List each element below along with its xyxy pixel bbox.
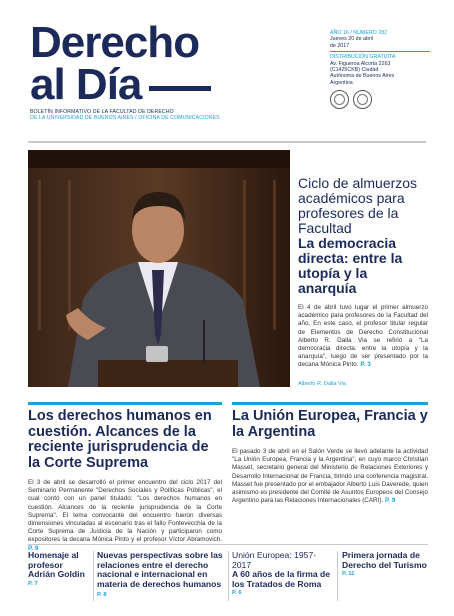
teaser-tourism-law[interactable] — [342, 551, 430, 580]
masthead-title-line2: al Día — [30, 60, 142, 109]
feature-page-ref[interactable]: P. 3 — [360, 361, 371, 369]
article-body — [28, 479, 222, 553]
issue-distribution: DISTRIBUCIÓN GRATUITA — [330, 54, 396, 61]
teaser-title: A 60 años de la firma de los Tratados de Roma — [232, 569, 331, 589]
article-european-union — [232, 402, 428, 505]
article-human-rights — [28, 402, 222, 553]
teaser-title: Nuevas perspectivas sobre las relaciones entre el derecho nacional e internacional en materia de derechos humanos — [97, 550, 223, 589]
issue-address-line4: Argentina — [330, 79, 353, 86]
teaser-rome-treaties[interactable] — [232, 551, 332, 599]
article-page-ref[interactable]: P. 9 — [384, 497, 396, 505]
issue-year-number: AÑO 16 / NÚMERO 282 — [330, 30, 388, 36]
feature-kicker: Ciclo de almuerzos académicos para profesores de la Facultad — [298, 175, 418, 236]
teaser-title-row — [97, 551, 225, 601]
teaser-separator — [337, 551, 338, 601]
feature-body-text: El 4 de abril tuvo lugar el primer almuerzo académico para profesores de la Facultad del año. En este caso, el profesor titular regular de Elementos de Derecho Constitucional Alberto R. Dalla Via se refirió a "La democracia directa: entre la utopía y la anarquía", luego de ser presentado por la decana Mónica Pinto. — [298, 304, 428, 369]
masthead-subtitle-line2: DE LA UNIVERSIDAD DE BUENOS AIRES / OFICINA DE COMUNICACIONES — [30, 115, 220, 121]
article-body-text: El 3 de abril se desarrolló el primer encuentro del ciclo 2017 del Seminario Permanente "Derechos Sociales y Políticas Públicas", el cual contó con un panel titulado: "Los derechos humanos en cuestión. Alcances de la reciente jurisprudencia de la Corte Suprema". El tema convocante del encuentro fueron diversas dimensiones vinculadas al escenario tras el fallo Fontevecchia de la Corte Suprema de Justicia de la Nación y participaron como expositores la decana Mónica Pinto y el profesor Víctor Abramovich. — [28, 479, 222, 544]
footer-divider — [28, 544, 428, 545]
issue-address-line1: Av. Figueroa Alcorta 2263 — [330, 60, 391, 67]
article-top-bar — [232, 402, 428, 405]
article-page-ref[interactable]: P. 9 — [28, 544, 39, 552]
teaser-page-ref[interactable]: P. 11 — [342, 571, 355, 578]
teaser-page-ref[interactable]: P. 8 — [97, 592, 107, 599]
issue-divider — [330, 51, 430, 52]
feature-photo — [28, 150, 290, 387]
article-body — [232, 448, 428, 505]
teaser-page-ref[interactable]: P. 6 — [232, 590, 242, 597]
masthead — [30, 18, 220, 121]
feature-article — [298, 176, 428, 370]
masthead-title-line1: Derecho — [30, 18, 200, 67]
article-headline: Los derechos humanos en cuestión. Alcances de la reciente jurisprudencia de la Corte Suprema — [28, 408, 212, 471]
institution-seals — [330, 90, 372, 109]
article-top-bar — [28, 402, 222, 405]
uba-seal-icon — [330, 90, 349, 109]
issue-address-line3: Autónoma de Buenos Aires — [330, 73, 395, 80]
issue-date-line2: de 2017 — [330, 42, 350, 49]
faculty-seal-icon — [353, 90, 372, 109]
masthead-title-line2-row — [30, 60, 220, 109]
teaser-separator — [93, 551, 94, 601]
masthead-subtitle-line1: BOLETÍN INFORMATIVO DE LA FACULTAD DE DERECHO — [30, 109, 174, 115]
teaser-page-ref[interactable]: P. 7 — [28, 580, 38, 587]
article-headline: La Unión Europea, Francia y la Argentina — [232, 408, 428, 440]
issue-address-line2: (C1425CKB) Ciudad — [330, 67, 379, 74]
issue-info — [330, 30, 430, 86]
issue-date-line1: Jueves 20 de abril — [330, 36, 373, 43]
article-body-text: El pasado 3 de abril en el Salón Verde se llevó adelante la actividad "La Unión Europea, Francia y la Argentina", en cuyo marco Christian Masset, secretario general del Ministerio de Relaciones Exteriores y Desarrollo Internacional de Francia, brindó una conferencia magistral. Masset fue presentado por el embajador Alberto Luis Daverede, quien asimismo es presidente del Comité de Asuntos Europeos del Consejo Argentino para las Relaciones Internacionales (CARI). — [232, 448, 428, 505]
teaser-goldin[interactable] — [28, 551, 90, 589]
teaser-title: Homenaje al profesor Adrián Goldin — [28, 550, 85, 580]
feature-headline: La democracia directa: entre la utopía y la anarquía — [298, 235, 403, 296]
masthead-dash — [149, 86, 211, 91]
teaser-subtitle: Unión Europea: 1957-2017 — [232, 550, 317, 570]
photo-caption: Alberto R. Dalla Via — [298, 381, 346, 387]
top-divider — [28, 141, 426, 143]
teaser-human-rights-perspectives[interactable] — [97, 551, 225, 601]
teaser-title: Primera jornada de Derecho del Turismo — [342, 550, 427, 570]
teaser-separator — [228, 551, 229, 601]
speaker-photo-illustration — [28, 150, 290, 387]
feature-body — [298, 304, 428, 370]
